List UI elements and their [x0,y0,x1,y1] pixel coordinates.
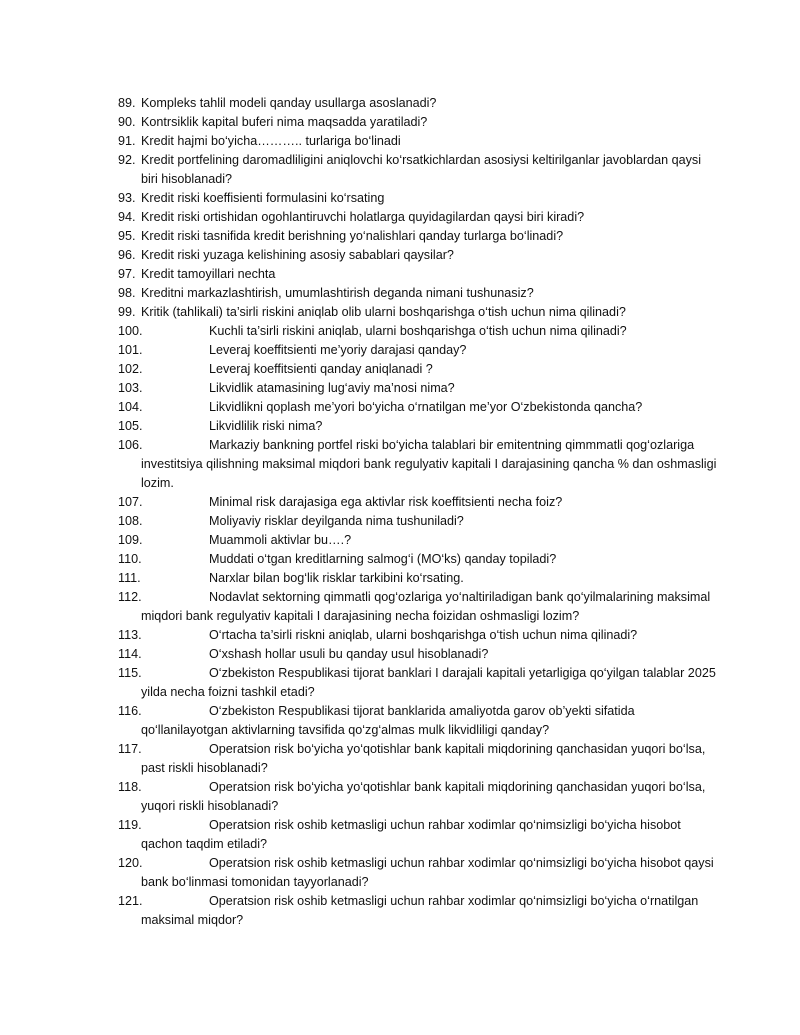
list-item [118,550,718,569]
item-number: 95. [118,229,136,243]
item-number: 100. [118,324,143,338]
item-text: Narxlar bilan bog‘lik risklar tarkibini ko‘rsating. [209,571,464,585]
list-item [118,341,718,360]
item-number: 106. [118,438,143,452]
item-text: Operatsion risk bo‘yicha yo‘qotishlar bank kapitali miqdorining qanchasidan yuqori bo‘lsa, past riskli hisoblanadi? [141,742,706,775]
item-text: Minimal risk darajasiga ega aktivlar risk koeffitsienti necha foiz? [209,495,563,509]
item-number: 108. [118,514,143,528]
list-item [118,816,718,854]
list-item [118,113,718,132]
item-number: 91. [118,134,136,148]
list-item [118,379,718,398]
item-text: Kredit riski ortishidan ogohlantiruvchi holatlarga quyidagilardan qaysi biri kiradi? [141,210,585,224]
list-item [118,398,718,417]
item-number: 111. [118,571,141,585]
item-number: 96. [118,248,136,262]
item-number: 92. [118,153,136,167]
item-number: 112. [118,590,142,604]
item-number: 89. [118,96,136,110]
list-item [118,531,718,550]
list-item [118,569,718,588]
item-number: 102. [118,362,143,376]
item-text: Kredit portfelining daromadliligini aniqlovchi ko‘rsatkichlardan asosiysi keltirilganlar javoblardan qaysi biri hisoblanadi? [141,153,702,186]
item-number: 113. [118,628,142,642]
item-text: Kredit hajmi bo‘yicha……….. turlariga bo‘linadi [141,134,401,148]
item-number: 117. [118,742,142,756]
item-text: Kuchli ta’sirli riskini aniqlab, ularni boshqarishga o‘tish uchun nima qilinadi? [209,324,627,338]
item-text: Likvidlik atamasining lug‘aviy ma’nosi nima? [209,381,455,395]
item-number: 118. [118,780,142,794]
item-text: O‘rtacha ta’sirli riskni aniqlab, ularni boshqarishga o‘tish uchun nima qilinadi? [209,628,638,642]
item-text: O‘zbekiston Respublikasi tijorat banklarida amaliyotda garov ob’yekti sifatida qo‘llanilayotgan aktivlarning tavsifida qo‘zg‘almas mulk likvidliligi qanday? [141,704,635,737]
list-item [118,512,718,531]
question-list [118,94,718,930]
list-item [118,626,718,645]
item-text: Operatsion risk bo‘yicha yo‘qotishlar bank kapitali miqdorining qanchasidan yuqori bo‘lsa, yuqori riskli hisoblanadi? [141,780,706,813]
list-item [118,284,718,303]
item-number: 119. [118,818,142,832]
list-item [118,664,718,702]
list-item [118,246,718,265]
item-number: 103. [118,381,143,395]
item-number: 101. [118,343,143,357]
list-item [118,740,718,778]
item-text: Nodavlat sektorning qimmatli qog‘ozlariga yo‘naltiriladigan bank qo‘yilmalarining maksimal miqdori bank regulyativ kapitali I darajasining necha foizidan oshmasligi lozim? [141,590,711,623]
list-item [118,854,718,892]
list-item [118,702,718,740]
list-item [118,493,718,512]
item-text: Likvidlikni qoplash me’yori bo‘yicha o‘rnatilgan me’yor O‘zbekistonda qancha? [209,400,643,414]
list-item [118,645,718,664]
item-text: Operatsion risk oshib ketmasligi uchun rahbar xodimlar qo‘nimsizligi bo‘yicha hisobot qachon taqdim etiladi? [141,818,681,851]
item-number: 114. [118,647,142,661]
item-text: Kompleks tahlil modeli qanday usullarga asoslanadi? [141,96,437,110]
list-item [118,778,718,816]
item-number: 99. [118,305,136,319]
item-text: Kredit riski yuzaga kelishining asosiy sabablari qaysilar? [141,248,454,262]
item-number: 121. [118,894,143,908]
item-text: O‘zbekiston Respublikasi tijorat banklari I darajali kapitali yetarligiga qo‘yilgan talablar 2025 yilda necha foizni tashkil etadi? [141,666,716,699]
list-item [118,588,718,626]
item-text: Kreditni markazlashtirish, umumlashtirish deganda nimani tushunasiz? [141,286,534,300]
list-item [118,132,718,151]
item-number: 120. [118,856,143,870]
item-text: Markaziy bankning portfel riski bo‘yicha talablari bir emitentning qimmmatli qog‘ozlariga investitsiya qilishning maksimal miqdori bank regulyativ kapitali I darajasining qancha % dan oshmasligi lozim. [141,438,717,490]
list-item [118,417,718,436]
item-number: 90. [118,115,136,129]
item-text: Muammoli aktivlar bu….? [209,533,352,547]
item-number: 98. [118,286,136,300]
list-item [118,892,718,930]
item-number: 94. [118,210,136,224]
list-item [118,436,718,493]
list-item [118,360,718,379]
item-number: 93. [118,191,136,205]
item-text: Moliyaviy risklar deyilganda nima tushuniladi? [209,514,464,528]
item-text: Kontrsiklik kapital buferi nima maqsadda yaratiladi? [141,115,428,129]
item-number: 104. [118,400,143,414]
item-number: 115. [118,666,142,680]
item-text: Operatsion risk oshib ketmasligi uchun rahbar xodimlar qo‘nimsizligi bo‘yicha o‘rnatilgan maksimal miqdor? [141,894,699,927]
list-item [118,322,718,341]
item-text: Leveraj koeffitsienti me’yoriy darajasi qanday? [209,343,467,357]
list-item [118,94,718,113]
list-item [118,303,718,322]
item-number: 107. [118,495,143,509]
item-number: 110. [118,552,142,566]
item-text: Kredit riski tasnifida kredit berishning yo‘nalishlari qanday turlarga bo‘linadi? [141,229,564,243]
item-text: Kredit riski koeffisienti formulasini ko‘rsating [141,191,385,205]
item-number: 109. [118,533,143,547]
item-text: Kredit tamoyillari nechta [141,267,276,281]
list-item [118,227,718,246]
item-number: 116. [118,704,142,718]
item-text: O‘xshash hollar usuli bu qanday usul hisoblanadi? [209,647,489,661]
item-number: 97. [118,267,136,281]
item-text: Kritik (tahlikali) ta’sirli riskini aniqlab olib ularni boshqarishga o‘tish uchun nima qilinadi? [141,305,626,319]
item-number: 105. [118,419,143,433]
item-text: Likvidlilik riski nima? [209,419,323,433]
item-text: Leveraj koeffitsienti qanday aniqlanadi ? [209,362,433,376]
list-item [118,265,718,284]
item-text: Operatsion risk oshib ketmasligi uchun rahbar xodimlar qo‘nimsizligi bo‘yicha hisobot qaysi bank bo‘linmasi tomonidan tayyorlanadi? [141,856,714,889]
list-item [118,151,718,189]
item-text: Muddati o‘tgan kreditlarning salmog‘i (MO‘ks) qanday topiladi? [209,552,557,566]
list-item [118,208,718,227]
list-item [118,189,718,208]
